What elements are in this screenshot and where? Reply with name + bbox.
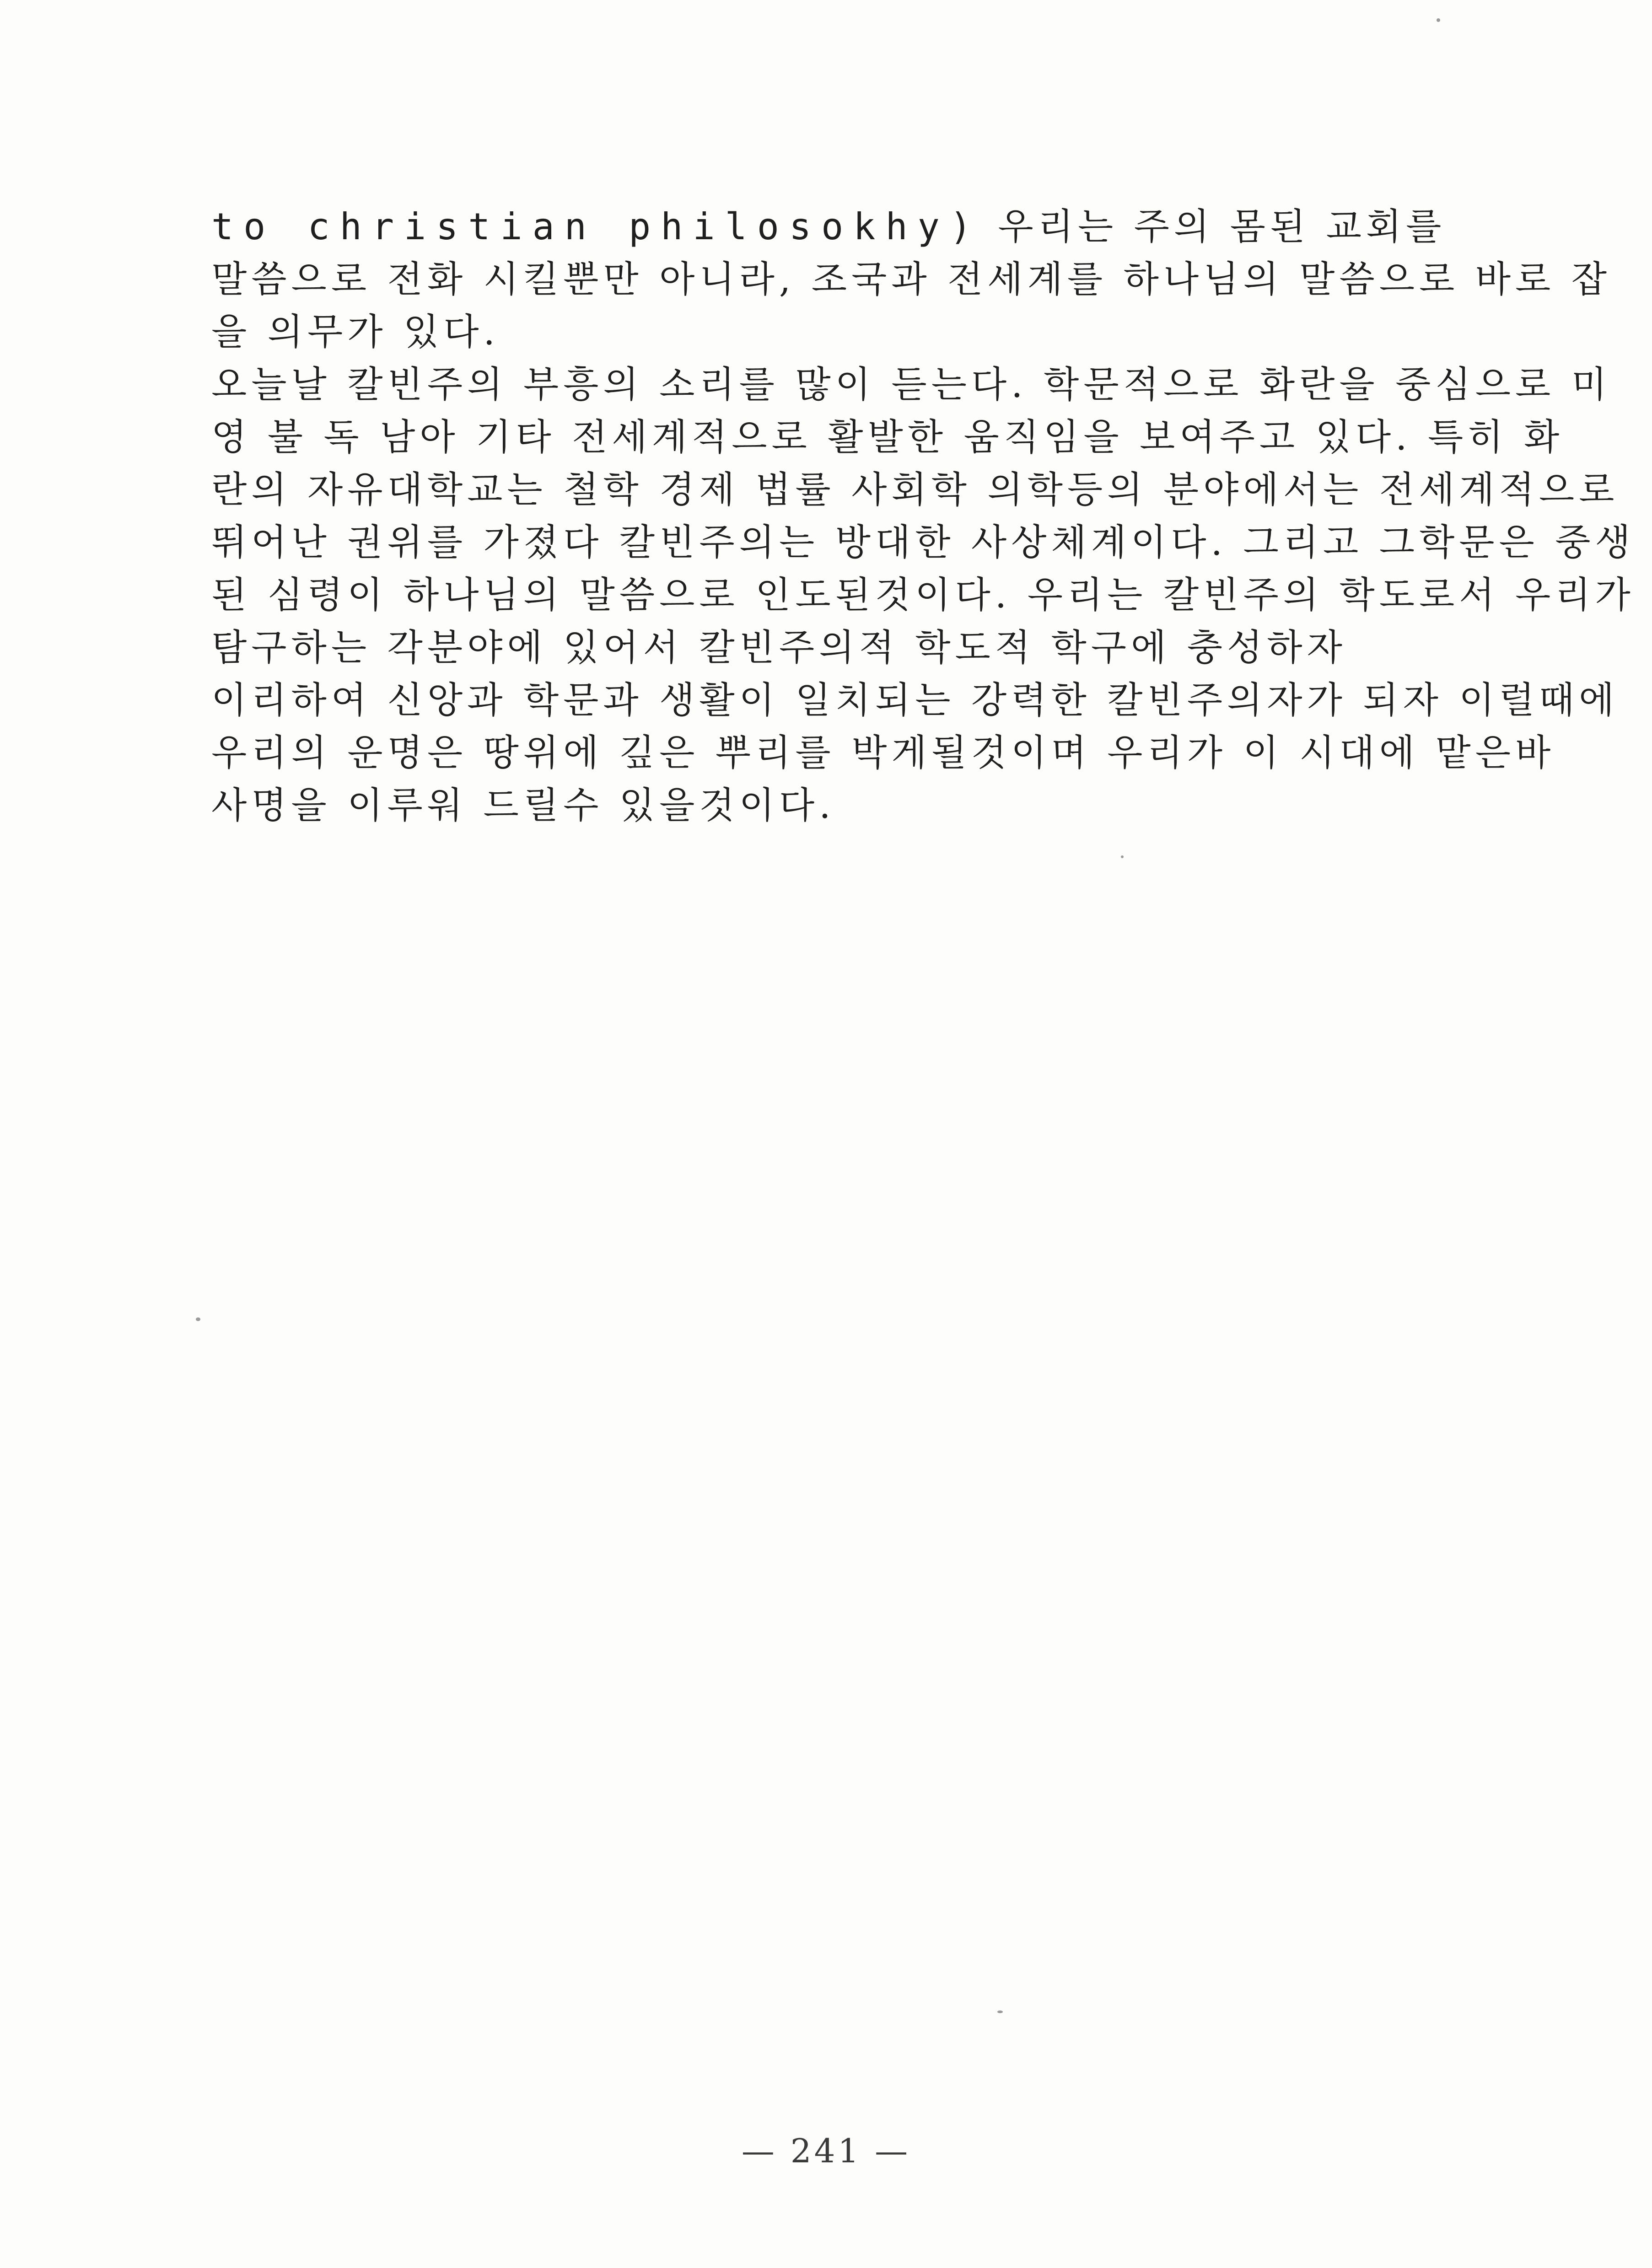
korean-text: 우리의 운명은 땅위에 깊은 뿌리를 박게될것이며 우리가 이 시대에 맡은바: [211, 731, 1555, 774]
text-line-6: [211, 464, 1619, 516]
text-line-8: [211, 570, 1635, 621]
text-line-1: [211, 201, 1446, 253]
korean-text: 사명을 이루워 드릴수 있을것이다.: [211, 784, 835, 827]
korean-text: 을 의무가 있다.: [211, 311, 500, 353]
text-line-12: [211, 780, 1419, 831]
scan-speck: [1437, 18, 1440, 22]
text-line-11: [211, 727, 1555, 779]
scan-speck: [1121, 855, 1124, 858]
text-line-4: [211, 359, 1611, 410]
scan-speck: [997, 2010, 1003, 2013]
text-line-10: [211, 675, 1619, 726]
korean-text: 란의 자유대학교는 철학 경제 법률 사회학 의학등의 분야에서는 전세계적으로: [211, 468, 1619, 511]
text-line-3: [211, 306, 1419, 358]
scan-speck: [196, 1317, 200, 1321]
text-line-7: [211, 517, 1635, 568]
text-line-9: [211, 622, 1419, 673]
korean-text: 탐구하는 각분야에 있어서 칼빈주의적 학도적 학구에 충성하자: [211, 626, 1347, 669]
page-number: — 241 —: [741, 2132, 911, 2170]
text-line-5: [211, 412, 1564, 463]
korean-text: 오늘날 칼빈주의 부흥의 소리를 많이 듣는다. 학문적으로 화란을 중심으로 미: [211, 363, 1611, 406]
body-text: [211, 201, 1635, 833]
korean-text: 영 불 독 남아 기타 전세계적으로 활발한 움직임을 보여주고 있다. 특히 화: [211, 416, 1564, 458]
korean-text: 뛰어난 권위를 가졌다 칼빈주의는 방대한 사상체계이다. 그리고 그학문은 중생: [211, 521, 1635, 564]
text-line-2: [211, 254, 1611, 305]
latin-phrase: to christian philosokhy): [211, 205, 982, 248]
korean-text: 된 심령이 하나님의 말씀으로 인도된것이다. 우리는 칼빈주의 학도로서 우리가: [211, 574, 1635, 616]
korean-text: 말씀으로 전화 시킬뿐만 아니라, 조국과 전세계를 하나님의 말씀으로 바로 잡: [211, 258, 1611, 301]
korean-text: 이리하여 신앙과 학문과 생활이 일치되는 강력한 칼빈주의자가 되자 이럴때에: [211, 679, 1619, 721]
korean-text: 우리는 주의 몸된 교회를: [981, 205, 1446, 248]
